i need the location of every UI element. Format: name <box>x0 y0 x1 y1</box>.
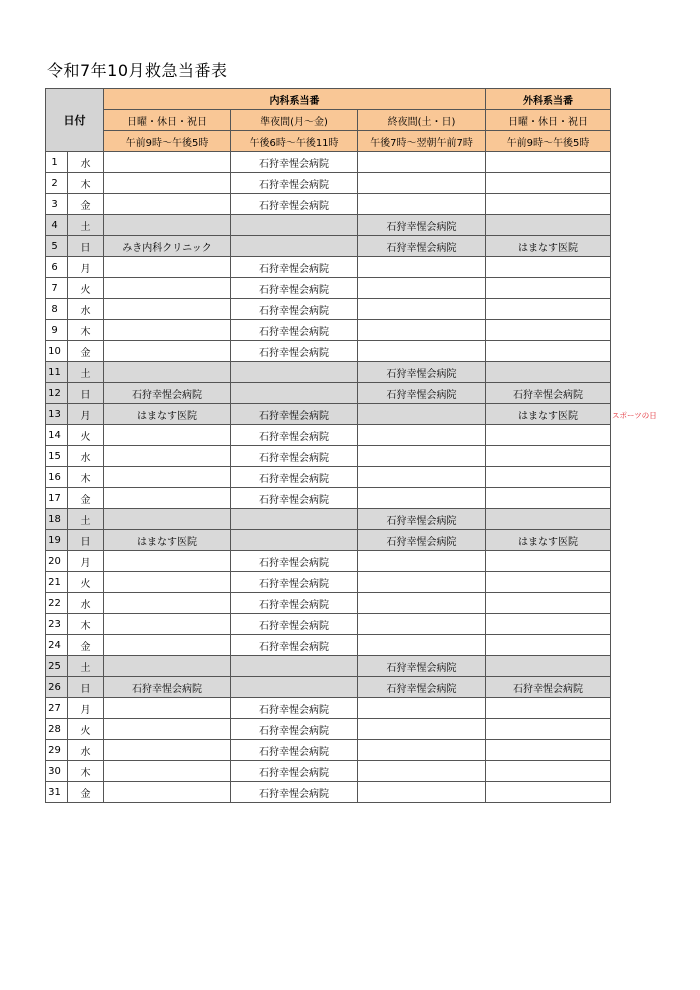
day-of-week: 火 <box>68 719 104 740</box>
table-row <box>46 194 611 215</box>
holiday-duty-cell <box>104 278 231 299</box>
surgical-duty-cell <box>486 341 611 362</box>
overnight-duty-cell: 石狩幸惺会病院 <box>358 530 486 551</box>
holiday-hours: 午前9時～午後5時 <box>104 131 231 152</box>
table-row <box>46 425 611 446</box>
overnight-duty-cell <box>358 593 486 614</box>
holiday-duty-cell: みき内科クリニック <box>104 236 231 257</box>
evening-duty-cell <box>231 530 358 551</box>
table-row <box>46 593 611 614</box>
table-row <box>46 698 611 719</box>
table-row <box>46 362 611 383</box>
evening-duty-cell: 石狩幸惺会病院 <box>231 761 358 782</box>
day-number: 12 <box>46 383 68 404</box>
day-number: 16 <box>46 467 68 488</box>
overnight-duty-cell <box>358 551 486 572</box>
surgical-duty-cell <box>486 698 611 719</box>
holiday-duty-cell <box>104 614 231 635</box>
evening-duty-cell <box>231 509 358 530</box>
day-number: 10 <box>46 341 68 362</box>
surgical-duty-cell <box>486 467 611 488</box>
surgical-duty-cell <box>486 782 611 803</box>
evening-column-header: 準夜間(月～金) <box>231 110 358 131</box>
day-number: 24 <box>46 635 68 656</box>
surgical-duty-cell <box>486 614 611 635</box>
holiday-duty-cell: 石狩幸惺会病院 <box>104 383 231 404</box>
day-number: 23 <box>46 614 68 635</box>
surgical-duty-cell <box>486 761 611 782</box>
holiday-duty-cell <box>104 446 231 467</box>
holiday-duty-cell <box>104 320 231 341</box>
overnight-duty-cell <box>358 614 486 635</box>
table-row <box>46 467 611 488</box>
surgical-duty-cell <box>486 719 611 740</box>
holiday-duty-cell <box>104 635 231 656</box>
overnight-duty-cell <box>358 782 486 803</box>
day-of-week: 水 <box>68 593 104 614</box>
surgical-duty-cell: 石狩幸惺会病院 <box>486 383 611 404</box>
day-of-week: 木 <box>68 467 104 488</box>
surgical-duty-cell: はまなす医院 <box>486 530 611 551</box>
holiday-column-header: 日曜・休日・祝日 <box>104 110 231 131</box>
evening-hours: 午後6時～午後11時 <box>231 131 358 152</box>
table-row <box>46 257 611 278</box>
day-number: 20 <box>46 551 68 572</box>
holiday-duty-cell <box>104 173 231 194</box>
day-number: 28 <box>46 719 68 740</box>
day-number: 8 <box>46 299 68 320</box>
table-row <box>46 740 611 761</box>
holiday-duty-cell <box>104 719 231 740</box>
table-row <box>46 530 611 551</box>
holiday-duty-cell <box>104 740 231 761</box>
surgical-duty-cell: はまなす医院 <box>486 404 611 425</box>
day-of-week: 木 <box>68 320 104 341</box>
day-number: 19 <box>46 530 68 551</box>
overnight-hours: 午後7時～翌朝午前7時 <box>358 131 486 152</box>
surgical-duty-cell <box>486 509 611 530</box>
table-row <box>46 572 611 593</box>
evening-duty-cell: 石狩幸惺会病院 <box>231 194 358 215</box>
holiday-duty-cell: 石狩幸惺会病院 <box>104 677 231 698</box>
holiday-duty-cell <box>104 467 231 488</box>
date-header: 日付 <box>46 89 104 152</box>
day-number: 9 <box>46 320 68 341</box>
day-of-week: 水 <box>68 740 104 761</box>
surgical-duty-cell <box>486 572 611 593</box>
day-of-week: 土 <box>68 509 104 530</box>
holiday-duty-cell <box>104 761 231 782</box>
day-of-week: 日 <box>68 677 104 698</box>
holiday-note: スポーツの日 <box>612 411 657 420</box>
evening-duty-cell: 石狩幸惺会病院 <box>231 404 358 425</box>
day-number: 14 <box>46 425 68 446</box>
overnight-duty-cell <box>358 320 486 341</box>
day-of-week: 水 <box>68 446 104 467</box>
holiday-duty-cell <box>104 257 231 278</box>
page-title: 令和7年10月救急当番表 <box>47 61 228 80</box>
overnight-duty-cell <box>358 488 486 509</box>
table-row <box>46 614 611 635</box>
day-number: 13 <box>46 404 68 425</box>
evening-duty-cell <box>231 383 358 404</box>
evening-duty-cell: 石狩幸惺会病院 <box>231 635 358 656</box>
day-number: 17 <box>46 488 68 509</box>
evening-duty-cell: 石狩幸惺会病院 <box>231 698 358 719</box>
evening-duty-cell: 石狩幸惺会病院 <box>231 278 358 299</box>
evening-duty-cell: 石狩幸惺会病院 <box>231 152 358 173</box>
table-row <box>46 173 611 194</box>
surgical-duty-header: 外科系当番 <box>486 89 611 110</box>
day-of-week: 金 <box>68 194 104 215</box>
overnight-duty-cell <box>358 740 486 761</box>
holiday-duty-cell <box>104 698 231 719</box>
surgical-duty-cell <box>486 215 611 236</box>
table-row <box>46 677 611 698</box>
overnight-duty-cell: 石狩幸惺会病院 <box>358 215 486 236</box>
overnight-duty-cell <box>358 194 486 215</box>
surgical-duty-cell <box>486 257 611 278</box>
table-row <box>46 761 611 782</box>
day-number: 2 <box>46 173 68 194</box>
day-of-week: 月 <box>68 404 104 425</box>
overnight-column-header: 終夜間(土・日) <box>358 110 486 131</box>
surgical-duty-cell <box>486 173 611 194</box>
day-number: 3 <box>46 194 68 215</box>
surgical-duty-cell <box>486 194 611 215</box>
day-of-week: 水 <box>68 299 104 320</box>
evening-duty-cell: 石狩幸惺会病院 <box>231 719 358 740</box>
table-row <box>46 236 611 257</box>
holiday-duty-cell <box>104 341 231 362</box>
day-of-week: 月 <box>68 257 104 278</box>
surgical-holiday-column-header: 日曜・休日・祝日 <box>486 110 611 131</box>
schedule-body <box>46 152 611 803</box>
overnight-duty-cell: 石狩幸惺会病院 <box>358 656 486 677</box>
day-number: 29 <box>46 740 68 761</box>
holiday-duty-cell <box>104 194 231 215</box>
evening-duty-cell <box>231 362 358 383</box>
table-row <box>46 278 611 299</box>
internal-duty-header: 内科系当番 <box>104 89 486 110</box>
table-row <box>46 635 611 656</box>
day-of-week: 木 <box>68 614 104 635</box>
day-of-week: 土 <box>68 215 104 236</box>
day-number: 26 <box>46 677 68 698</box>
overnight-duty-cell <box>358 404 486 425</box>
evening-duty-cell: 石狩幸惺会病院 <box>231 551 358 572</box>
evening-duty-cell <box>231 236 358 257</box>
holiday-duty-cell: はまなす医院 <box>104 404 231 425</box>
day-number: 5 <box>46 236 68 257</box>
surgical-duty-cell: はまなす医院 <box>486 236 611 257</box>
day-number: 7 <box>46 278 68 299</box>
surgical-duty-cell <box>486 152 611 173</box>
table-row <box>46 488 611 509</box>
day-of-week: 水 <box>68 152 104 173</box>
holiday-duty-cell <box>104 656 231 677</box>
day-of-week: 日 <box>68 530 104 551</box>
overnight-duty-cell <box>358 761 486 782</box>
day-of-week: 日 <box>68 383 104 404</box>
day-number: 1 <box>46 152 68 173</box>
evening-duty-cell: 石狩幸惺会病院 <box>231 341 358 362</box>
table-row <box>46 551 611 572</box>
evening-duty-cell: 石狩幸惺会病院 <box>231 425 358 446</box>
table-row <box>46 782 611 803</box>
surgical-duty-cell <box>486 740 611 761</box>
day-number: 21 <box>46 572 68 593</box>
overnight-duty-cell <box>358 719 486 740</box>
day-of-week: 金 <box>68 782 104 803</box>
holiday-duty-cell <box>104 152 231 173</box>
evening-duty-cell: 石狩幸惺会病院 <box>231 614 358 635</box>
day-of-week: 金 <box>68 635 104 656</box>
holiday-duty-cell <box>104 215 231 236</box>
table-row <box>46 341 611 362</box>
holiday-duty-cell <box>104 509 231 530</box>
evening-duty-cell: 石狩幸惺会病院 <box>231 257 358 278</box>
day-of-week: 金 <box>68 488 104 509</box>
overnight-duty-cell <box>358 446 486 467</box>
surgical-duty-cell <box>486 446 611 467</box>
overnight-duty-cell <box>358 467 486 488</box>
day-number: 30 <box>46 761 68 782</box>
surgical-hours: 午前9時～午後5時 <box>486 131 611 152</box>
overnight-duty-cell <box>358 278 486 299</box>
table-row <box>46 152 611 173</box>
day-of-week: 火 <box>68 425 104 446</box>
overnight-duty-cell: 石狩幸惺会病院 <box>358 362 486 383</box>
overnight-duty-cell <box>358 572 486 593</box>
table-row <box>46 719 611 740</box>
holiday-duty-cell: はまなす医院 <box>104 530 231 551</box>
day-of-week: 土 <box>68 656 104 677</box>
day-number: 6 <box>46 257 68 278</box>
evening-duty-cell: 石狩幸惺会病院 <box>231 173 358 194</box>
holiday-duty-cell <box>104 362 231 383</box>
day-of-week: 月 <box>68 551 104 572</box>
overnight-duty-cell <box>358 257 486 278</box>
holiday-duty-cell <box>104 488 231 509</box>
overnight-duty-cell: 石狩幸惺会病院 <box>358 677 486 698</box>
table-row <box>46 509 611 530</box>
table-row <box>46 299 611 320</box>
evening-duty-cell: 石狩幸惺会病院 <box>231 782 358 803</box>
day-number: 25 <box>46 656 68 677</box>
evening-duty-cell <box>231 215 358 236</box>
evening-duty-cell: 石狩幸惺会病院 <box>231 593 358 614</box>
surgical-duty-cell <box>486 362 611 383</box>
evening-duty-cell: 石狩幸惺会病院 <box>231 320 358 341</box>
surgical-duty-cell <box>486 635 611 656</box>
day-of-week: 火 <box>68 278 104 299</box>
surgical-duty-cell: 石狩幸惺会病院 <box>486 677 611 698</box>
holiday-duty-cell <box>104 425 231 446</box>
overnight-duty-cell <box>358 341 486 362</box>
surgical-duty-cell <box>486 320 611 341</box>
day-of-week: 金 <box>68 341 104 362</box>
overnight-duty-cell: 石狩幸惺会病院 <box>358 509 486 530</box>
day-number: 27 <box>46 698 68 719</box>
overnight-duty-cell <box>358 152 486 173</box>
overnight-duty-cell <box>358 299 486 320</box>
day-number: 31 <box>46 782 68 803</box>
surgical-duty-cell <box>486 278 611 299</box>
day-of-week: 木 <box>68 173 104 194</box>
table-row <box>46 656 611 677</box>
holiday-duty-cell <box>104 551 231 572</box>
surgical-duty-cell <box>486 551 611 572</box>
overnight-duty-cell <box>358 425 486 446</box>
evening-duty-cell: 石狩幸惺会病院 <box>231 446 358 467</box>
holiday-duty-cell <box>104 572 231 593</box>
holiday-duty-cell <box>104 299 231 320</box>
day-of-week: 土 <box>68 362 104 383</box>
day-of-week: 日 <box>68 236 104 257</box>
overnight-duty-cell <box>358 635 486 656</box>
day-number: 22 <box>46 593 68 614</box>
surgical-duty-cell <box>486 488 611 509</box>
table-row <box>46 383 611 404</box>
evening-duty-cell: 石狩幸惺会病院 <box>231 467 358 488</box>
table-row <box>46 215 611 236</box>
day-number: 15 <box>46 446 68 467</box>
holiday-duty-cell <box>104 782 231 803</box>
evening-duty-cell: 石狩幸惺会病院 <box>231 299 358 320</box>
duty-schedule-table <box>45 88 611 803</box>
evening-duty-cell <box>231 656 358 677</box>
holiday-duty-cell <box>104 593 231 614</box>
overnight-duty-cell <box>358 173 486 194</box>
day-of-week: 月 <box>68 698 104 719</box>
evening-duty-cell <box>231 677 358 698</box>
surgical-duty-cell <box>486 425 611 446</box>
day-number: 11 <box>46 362 68 383</box>
surgical-duty-cell <box>486 593 611 614</box>
day-of-week: 火 <box>68 572 104 593</box>
overnight-duty-cell <box>358 698 486 719</box>
day-number: 4 <box>46 215 68 236</box>
overnight-duty-cell: 石狩幸惺会病院 <box>358 383 486 404</box>
overnight-duty-cell: 石狩幸惺会病院 <box>358 236 486 257</box>
evening-duty-cell: 石狩幸惺会病院 <box>231 572 358 593</box>
surgical-duty-cell <box>486 299 611 320</box>
table-row <box>46 320 611 341</box>
surgical-duty-cell <box>486 656 611 677</box>
day-number: 18 <box>46 509 68 530</box>
day-of-week: 木 <box>68 761 104 782</box>
table-row <box>46 446 611 467</box>
evening-duty-cell: 石狩幸惺会病院 <box>231 488 358 509</box>
table-row <box>46 404 611 425</box>
evening-duty-cell: 石狩幸惺会病院 <box>231 740 358 761</box>
